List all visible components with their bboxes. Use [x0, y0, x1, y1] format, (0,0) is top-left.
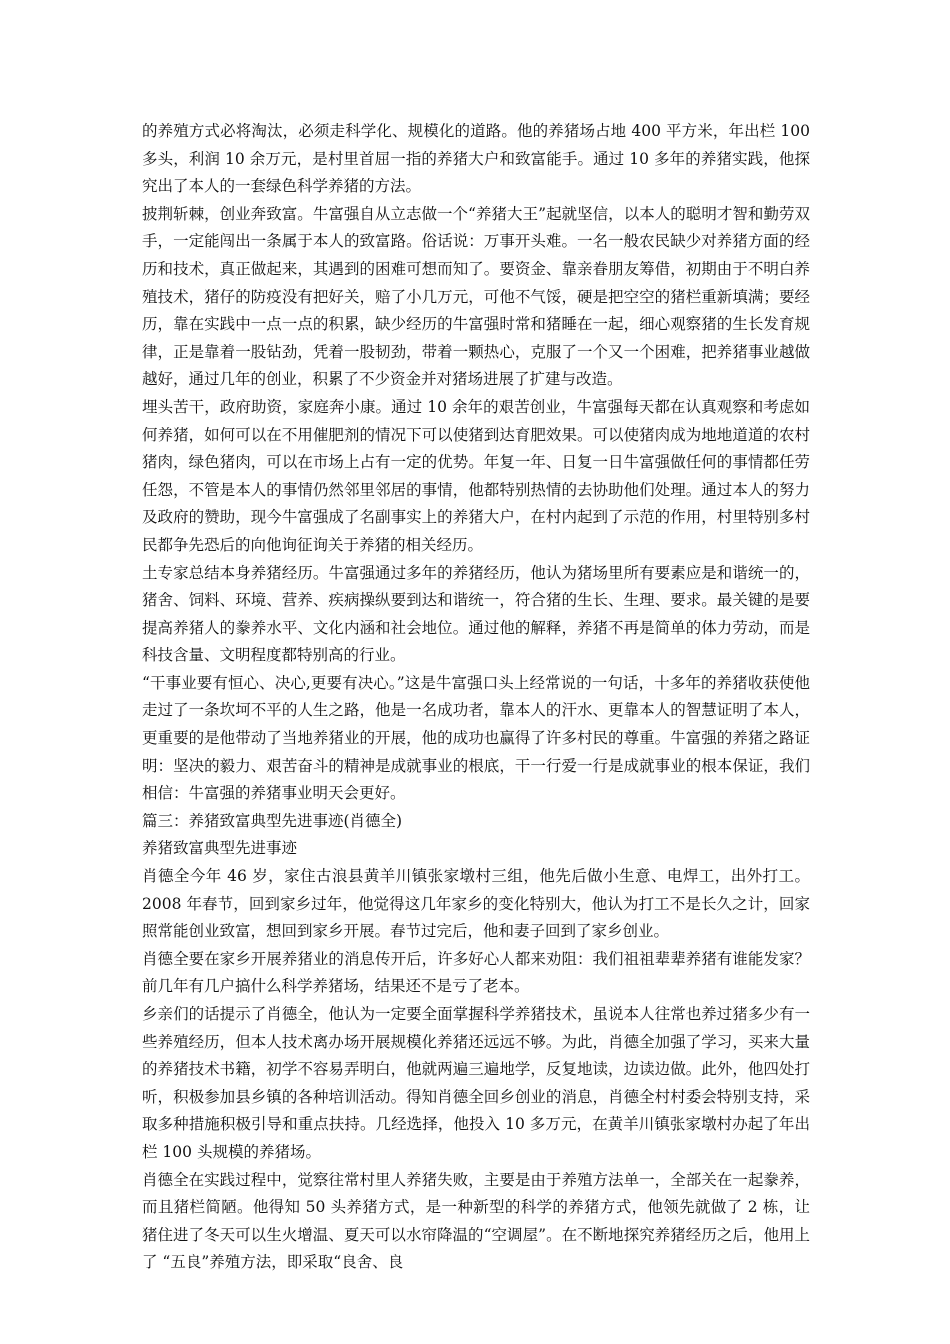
document-page: [142, 118, 810, 1277]
section-heading: 篇三：养猪致富典型先进事迹(肖德全): [142, 811, 403, 830]
paragraph-2: 披荆斩棘，创业奔致富。牛富强自从立志做一个“养猪大王”起就坚信，以本人的聪明才智和勤劳双手，一定能闯出一条属于本人的致富路。俗话说：万事开头难。一名一般农民缺少对养猪方面的经历和技术，真正做起来，其遇到的困难可想而知了。要资金、靠亲眷朋友筹借，初期由于不明白养殖技术，猪仔的防疫没有把好关，赔了小几万元，可他不气馁，硬是把空空的猪栏重新填满；要经历，靠在实践中一点一点的积累，缺少经历的牛富强时常和猪睡在一起，细心观察猪的生长发育规律，正是靠着一股钻劲，凭着一股韧劲，带着一颗热心，克服了一个又一个困难，把养猪事业越做越好，通过几年的创业，积累了不少资金并对猪场进展了扩建与改造。: [142, 204, 810, 389]
section-subheading: 养猪致富典型先进事迹: [142, 839, 298, 858]
paragraph-1: 的养殖方式必将淘汰，必须走科学化、规模化的道路。他的养猪场占地 400 平方米，年出栏 100 多头，利润 10 余万元，是村里首屈一指的养猪大户和致富能手。通过 10 多年的养猪实践，他探究出了本人的一套绿色科学养猪的方法。: [142, 122, 810, 196]
paragraph-3: 埋头苦干，政府助资，家庭奔小康。通过 10 余年的艰苦创业，牛富强每天都在认真观察和考虑如何养猪，如何可以在不用催肥剂的情况下可以使猪到达育肥效果。可以使猪肉成为地地道道的农村猪肉，绿色猪肉，可以在市场上占有一定的优势。年复一年、日复一日牛富强做任何的事情都任劳任怨，不管是本人的事情仍然邻里邻居的事情，他都特别热情的去协助他们处理。通过本人的努力及政府的赞助，现今牛富强成了名副事实上的养猪大户，在村内起到了示范的作用，村里特别多村民都争先恐后的向他询征询关于养猪的相关经历。: [142, 397, 810, 554]
paragraph-5: “干事业要有恒心、决心,更要有决心。”这是牛富强口头上经常说的一句话，十多年的养猪收获使他走过了一条坎坷不平的人生之路，他是一名成功者，靠本人的汗水、更靠本人的智慧证明了本人，更重要的是他带动了当地养猪业的开展，他的成功也赢得了许多村民的尊重。牛富强的养猪之路证明：坚决的毅力、艰苦奋斗的精神是成就事业的根底，干一行爱一行是成就事业的根本保证，我们相信：牛富强的养猪事业明天会更好。: [142, 673, 810, 803]
paragraph-10: 乡亲们的话提示了肖德全，他认为一定要全面掌握科学养猪技术，虽说本人往常也养过猪多少有一些养殖经历，但本人技术离办场开展规模化养猪还远远不够。为此，肖德全加强了学习，买来大量的养猪技术书籍，初学不容易弄明白，他就两遍三遍地学，反复地读，边读边做。此外，他四处打听，积极参加县乡镇的各种培训活动。得知肖德全回乡创业的消息，肖德全村村委会特别支持，采取多种措施积极引导和重点扶持。几经选择，他投入 10 多万元，在黄羊川镇张家墩村办起了年出栏 100 头规模的养猪场。: [142, 1005, 810, 1161]
paragraph-11: 肖德全在实践过程中，觉察往常村里人养猪失败，主要是由于养殖方法单一，全部关在一起豢养，而且猪栏简陋。他得知 50 头养猪方式，是一种新型的科学的养猪方式，他领先就做了 2 栋，让猪住进了冬天可以生火增温、夏天可以水帘降温的“空调屋”。在不断地探究养猪经历之后，他用上了 “五良”养殖方法，即采取“良舍、良: [142, 1170, 810, 1272]
paragraph-9: 肖德全要在家乡开展养猪业的消息传开后，许多好心人都来劝阻：我们祖祖辈辈养猪有谁能发家？前几年有几户搞什么科学养猪场，结果还不是亏了老本。: [142, 949, 810, 996]
paragraph-4: 土专家总结本身养猪经历。牛富强通过多年的养猪经历，他认为猪场里所有要素应是和谐统一的，猪舍、饲料、环境、营养、疾病操纵要到达和谐统一，符合猪的生长、生理、要求。最关键的是要提高养猪人的豢养水平、文化内涵和社会地位。通过他的解释，养猪不再是简单的体力劳动，而是科技含量、文明程度都特别高的行业。: [142, 563, 810, 665]
paragraph-8: 肖德全今年 46 岁，家住古浪县黄羊川镇张家墩村三组，他先后做小生意、电焊工，出外打工。2008 年春节，回到家乡过年，他觉得这几年家乡的变化特别大，他认为打工不是长久之计，回家照常能创业致富，想回到家乡开展。春节过完后，他和妻子回到了家乡创业。: [142, 867, 810, 941]
